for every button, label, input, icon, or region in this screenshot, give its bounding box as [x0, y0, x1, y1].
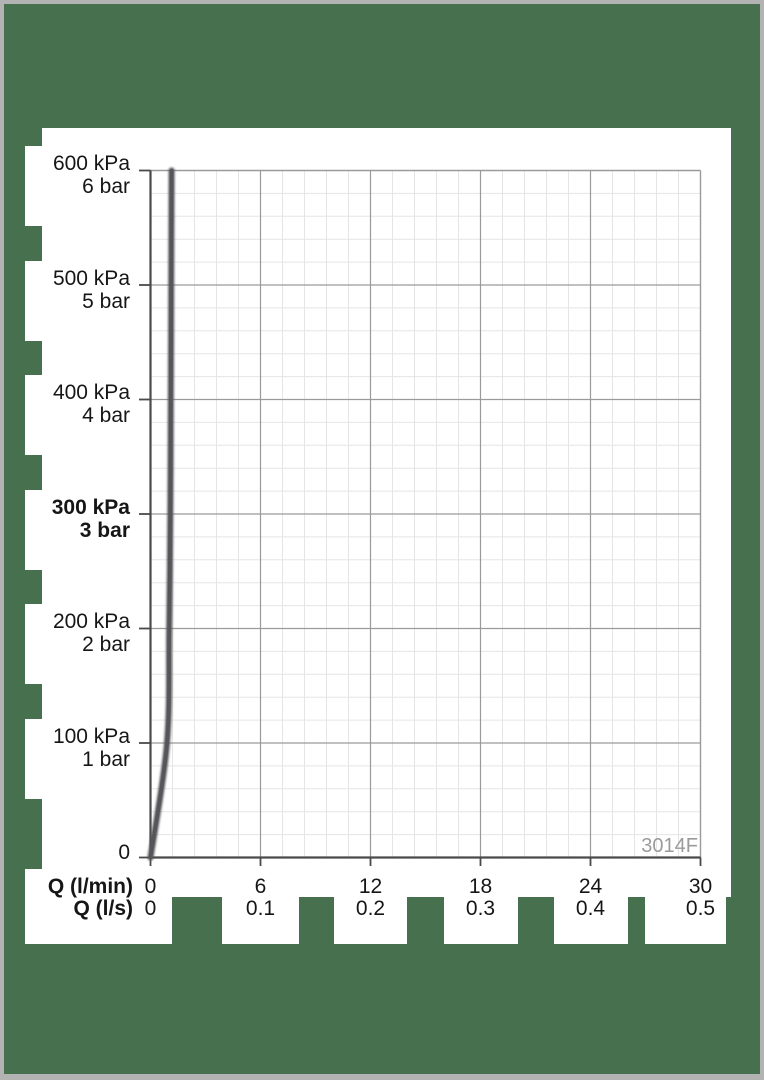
y-axis-zero-label: 0 [118, 841, 130, 864]
x-tick-lmin-6: 6 [254, 875, 267, 898]
x-tick-lmin-30: 30 [688, 875, 713, 898]
x-tick-ls-0.4: 0.4 [575, 897, 606, 920]
x-tick-ls-0.3: 0.3 [465, 897, 496, 920]
y-axis-label-400-kpa: 400 kPa 4 bar [52, 381, 130, 427]
x-tick-lmin-12: 12 [358, 875, 383, 898]
y-axis-label-500-kpa: 500 kPa 5 bar [52, 266, 130, 313]
x-axis-unit-lmin: Q (l/min) [47, 875, 133, 898]
x-tick-ls-0.5: 0.5 [685, 897, 716, 920]
y-axis-label-200-kpa: 200 kPa 2 bar [52, 610, 130, 656]
curve-code-label: 3014F [641, 835, 698, 857]
y-axis-label-600-kpa: 600 kPa 6 bar [52, 152, 130, 198]
x-tick-ls-0: 0 [144, 897, 157, 920]
x-tick-lmin-24: 24 [578, 875, 603, 898]
x-tick-ls-0.2: 0.2 [355, 897, 386, 920]
y-axis-label-300-kpa: 300 kPa 3 bar [51, 495, 130, 542]
x-axis-unit-ls: Q (l/s) [73, 897, 133, 920]
x-tick-ls-0.1: 0.1 [245, 897, 276, 920]
x-tick-lmin-18: 18 [468, 875, 493, 898]
chart-panel [42, 128, 731, 897]
y-axis-label-100-kpa: 100 kPa 1 bar [52, 724, 130, 771]
x-tick-lmin-0: 0 [144, 875, 157, 898]
